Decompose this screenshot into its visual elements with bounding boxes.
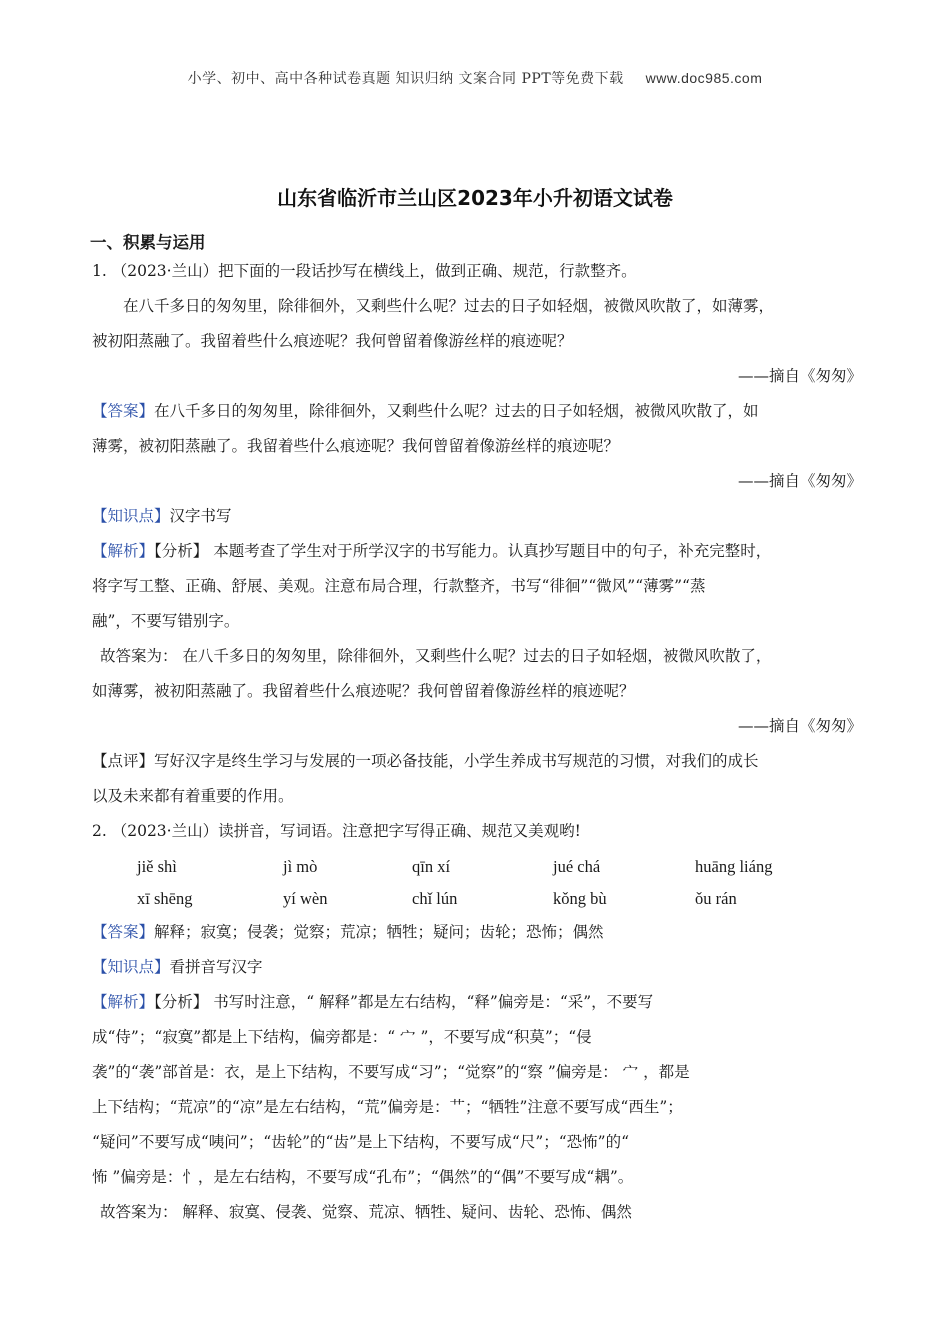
analysis-line: 【解析】【分析】 书写时注意，“ 解释”都是左右结构，“释”偏旁是：“采”，不要写: [92, 993, 654, 1011]
pinyin-item: ǒu rán: [695, 889, 737, 908]
analysis-line: 成“侍”；“寂寞”都是上下结构，偏旁都是：“ 宀 ”，不要写成“积莫”；“侵: [92, 1028, 592, 1046]
knowledge-tag: 【知识点】: [92, 958, 170, 976]
analysis-line: 将字写工整、正确、舒展、美观。注意布局合理，行款整齐，书写“徘徊”“微风”“薄雾”“蒸: [92, 577, 706, 595]
pinyin-item: qīn xí: [412, 857, 451, 876]
final-answer-line: 如薄雾，被初阳蒸融了。我留着些什么痕迹呢？我何曾留着像游丝样的痕迹呢？: [92, 682, 635, 700]
answer-line: 【答案】在八千多日的匆匆里，除徘徊外，又剩些什么呢？过去的日子如轻烟，被微风吹散了，如: [92, 402, 759, 420]
question-1: [92, 258, 862, 814]
passage-line: 在八千多日的匆匆里，除徘徊外，又剩些什么呢？过去的日子如轻烟，被微风吹散了，如薄雾，: [123, 297, 775, 315]
knowledge-point: 【知识点】看拼音写汉字: [92, 958, 263, 976]
answer-tag: 【答案】: [92, 402, 155, 420]
pinyin-item: jiě shì: [137, 857, 177, 876]
question-2-stem: 2. （2023·兰山）读拼音，写词语。注意把字写得正确、规范又美观哟!: [92, 822, 581, 840]
analysis-line: 【解析】【分析】 本题考查了学生对于所学汉字的书写能力。认真抄写题目中的句子，补充完整时，: [92, 542, 772, 560]
analysis-tag: 【解析】: [92, 542, 155, 560]
answer-source: ——摘自《匆匆》: [737, 472, 862, 490]
question-2: [92, 818, 862, 1230]
section-heading: 一、积累与运用: [90, 233, 206, 252]
final-answer-line: 故答案为： 在八千多日的匆匆里，除徘徊外，又剩些什么呢？过去的日子如轻烟，被微风吹散了，: [100, 647, 772, 665]
final-answer-line: 故答案为： 解释、寂寞、侵袭、觉察、荒凉、牺牲、疑问、齿轮、恐怖、偶然: [100, 1203, 632, 1221]
analysis-line: “疑问”不要写成“咦问”；“齿轮”的“齿”是上下结构，不要写成“尺”；“恐怖”的“: [92, 1133, 630, 1151]
header-text: 小学、初中、高中各种试卷真题 知识归纳 文案合同 PPT等免费下载: [187, 71, 624, 87]
analysis-line: 怖 ”偏旁是：忄，是左右结构，不要写成“孔布”；“偶然”的“偶”不要写成“耦”。: [92, 1168, 634, 1186]
pinyin-item: chǐ lún: [412, 889, 458, 908]
comment-line: 以及未来都有着重要的作用。: [92, 787, 294, 805]
analysis-tag: 【解析】: [92, 993, 155, 1011]
pinyin-item: jué chá: [553, 857, 601, 876]
final-answer-source: ——摘自《匆匆》: [737, 717, 862, 735]
comment-line: 【点评】写好汉字是终生学习与发展的一项必备技能，小学生养成书写规范的习惯，对我们的成长: [92, 752, 759, 770]
pinyin-item: xī shēng: [137, 889, 193, 908]
pinyin-item: yí wèn: [283, 889, 328, 908]
passage-line: 被初阳蒸融了。我留着些什么痕迹呢？我何曾留着像游丝样的痕迹呢？: [92, 332, 573, 350]
pinyin-row-2: [92, 883, 862, 915]
answer-line: 薄雾，被初阳蒸融了。我留着些什么痕迹呢？我何曾留着像游丝样的痕迹呢？: [92, 437, 620, 455]
passage-source: ——摘自《匆匆》: [737, 367, 862, 385]
knowledge-point: 【知识点】汉字书写: [92, 507, 232, 525]
document-title: 山东省临沂市兰山区2023年小升初语文试卷: [277, 186, 673, 210]
pinyin-item: huāng liáng: [695, 857, 773, 876]
pinyin-item: kǒng bù: [553, 889, 607, 908]
document-body: [92, 228, 862, 1230]
analysis-line: 融”，不要写错别字。: [92, 612, 240, 630]
page-header: [0, 68, 950, 88]
answer-tag: 【答案】: [92, 923, 155, 941]
analysis-line: 上下结构；“荒凉”的“凉”是左右结构，“荒”偏旁是：艹；“牺牲”注意不要写成“西生”；: [92, 1098, 683, 1116]
knowledge-tag: 【知识点】: [92, 507, 170, 525]
pinyin-item: jì mò: [283, 857, 318, 876]
analysis-line: 袭”的“袭”部首是：衣，是上下结构，不要写成“习”；“觉察”的“察 ”偏旁是： 宀 ，都是: [92, 1063, 690, 1081]
answer-line: 【答案】解释；寂寞；侵袭；觉察；荒凉；牺牲；疑问；齿轮；恐怖；偶然: [92, 923, 604, 941]
pinyin-row-1: [92, 851, 862, 883]
header-site-link[interactable]: www.doc985.com: [645, 70, 763, 86]
question-1-stem: 1. （2023·兰山）把下面的一段话抄写在横线上，做到正确、规范，行款整齐。: [92, 262, 637, 280]
